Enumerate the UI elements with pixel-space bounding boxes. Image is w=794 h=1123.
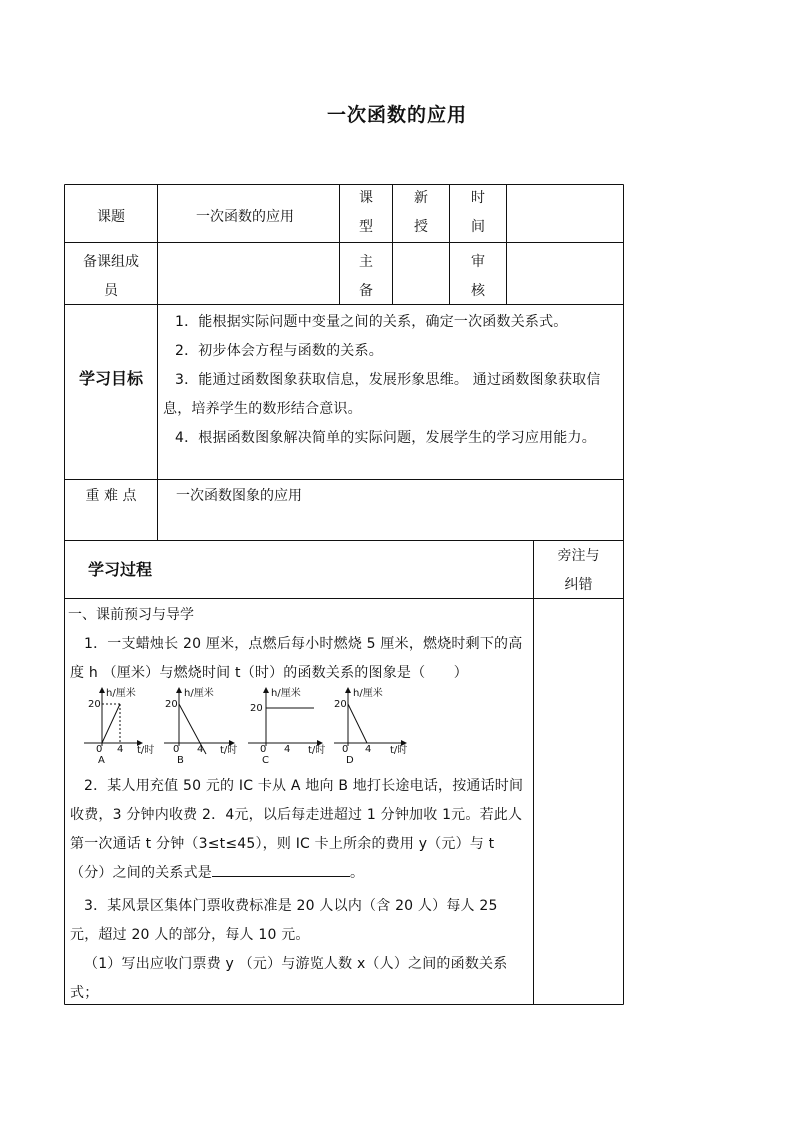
graph-b-ytick: 20 [165, 699, 178, 710]
key-points-value: 一次函数图象的应用 [176, 488, 302, 504]
answer-graphs [80, 684, 420, 766]
graph-c-letter: C [262, 755, 269, 766]
host-label [340, 248, 392, 306]
goal-item: 3．能通过函数图象获取信息，发展形象思维。 通过函数图象获取信息，培养学生的数形结合意识。 [163, 372, 601, 417]
time-value-field[interactable] [507, 185, 623, 242]
time-label-text: 时间 [471, 190, 485, 235]
graph-a-xlabel: t/时 [137, 745, 155, 756]
question-2-text: 2．某人用充值 50 元的 IC 卡从 A 地向 B 地打长途电话，按通话时间收费，3 分钟内收费 2．4元，以后每走进超过 1 分钟加收 1元。若此人第一次通话 t 分钟（3≤t≤45），则 IC 卡上所余的费用 y（元）与 t（分）之间的关系式是 [70, 778, 524, 881]
subject-value: 一次函数的应用 [196, 209, 294, 225]
graph-d-origin: 0 [342, 744, 349, 755]
review-label [450, 248, 506, 306]
question-1: 1．一支蜡烛长 20 厘米，点燃后每小时燃烧 5 厘米，燃烧时剩下的高度 h （厘米）与燃烧时间 t（时）的函数关系的图象是（ ） [70, 636, 523, 681]
review-field[interactable] [507, 243, 623, 304]
graph-a-letter: A [98, 755, 105, 766]
question-2 [70, 772, 528, 888]
graph-d-ylabel: h/厘米 [353, 688, 383, 699]
group-members-label [65, 248, 157, 306]
goal-item: 4．根据函数图象解决简单的实际问题，发展学生的学习应用能力。 [175, 430, 596, 446]
answer-blank[interactable] [212, 859, 350, 877]
graph-c-ylabel: h/厘米 [271, 688, 301, 699]
question-2-end: 。 [350, 865, 365, 881]
key-points-label-text: 重 难 点 [85, 488, 137, 504]
lesson-type-value [393, 184, 449, 242]
graph-a-origin: 0 [96, 744, 103, 755]
graph-d-xtick: 4 [365, 744, 372, 755]
graph-b-ylabel: h/厘米 [184, 688, 214, 699]
side-notes-label-text: 旁注与纠错 [557, 548, 600, 593]
lesson-type-label [340, 184, 392, 242]
question-3: 3．某风景区集体门票收费标准是 20 人以内（含 20 人）每人 25 元，超过 20 人的部分，每人 10 元。 [70, 898, 498, 943]
graph-d-xlabel: t/时 [390, 745, 408, 756]
graph-d-letter: D [346, 755, 354, 766]
graph-b-xlabel: t/时 [220, 745, 238, 756]
graph-a-ytick: 20 [88, 699, 101, 710]
graph-d-ytick: 20 [334, 699, 347, 710]
graph-a[interactable] [84, 686, 154, 766]
graph-b-xtick: 4 [197, 744, 204, 755]
key-points-label [65, 482, 157, 511]
host-label-text: 主备 [359, 254, 373, 299]
graph-c-origin: 0 [260, 744, 267, 755]
lesson-type-value-text: 新授 [414, 190, 428, 235]
time-label [450, 184, 506, 242]
graph-b-origin: 0 [173, 744, 180, 755]
graph-a-xtick: 4 [117, 744, 124, 755]
group-members-label-text: 备课组成员 [83, 254, 139, 299]
learning-goals-label-text: 学习目标 [78, 369, 143, 388]
goal-item: 1．能根据实际问题中变量之间的关系，确定一次函数关系式。 [175, 314, 568, 330]
review-label-text: 审核 [471, 254, 485, 299]
learning-process-heading: 学习过程 [88, 560, 153, 579]
side-notes-label [534, 542, 623, 600]
lesson-type-label-text: 课型 [359, 190, 373, 235]
graph-c-xlabel: t/时 [308, 745, 326, 756]
section-heading: 一、课前预习与导学 [68, 607, 194, 623]
learning-goals-list [163, 308, 619, 453]
graph-a-ylabel: h/厘米 [106, 688, 136, 699]
host-field[interactable] [393, 243, 449, 304]
graph-c-xtick: 4 [284, 744, 291, 755]
goal-item: 2．初步体会方程与函数的关系。 [175, 343, 383, 359]
graph-c[interactable] [248, 686, 325, 766]
graph-b[interactable] [164, 686, 237, 766]
question-3-part-1: （1）写出应收门票费 y （元）与游览人数 x（人）之间的函数关系式； [70, 956, 508, 1001]
group-members-field[interactable] [158, 243, 339, 304]
graph-d[interactable] [334, 686, 407, 766]
page-title: 一次函数的应用 [326, 104, 467, 126]
subject-label: 课题 [97, 209, 125, 225]
graph-b-letter: B [177, 755, 184, 766]
graph-c-ytick: 20 [250, 703, 263, 714]
learning-goals-label [65, 364, 157, 394]
